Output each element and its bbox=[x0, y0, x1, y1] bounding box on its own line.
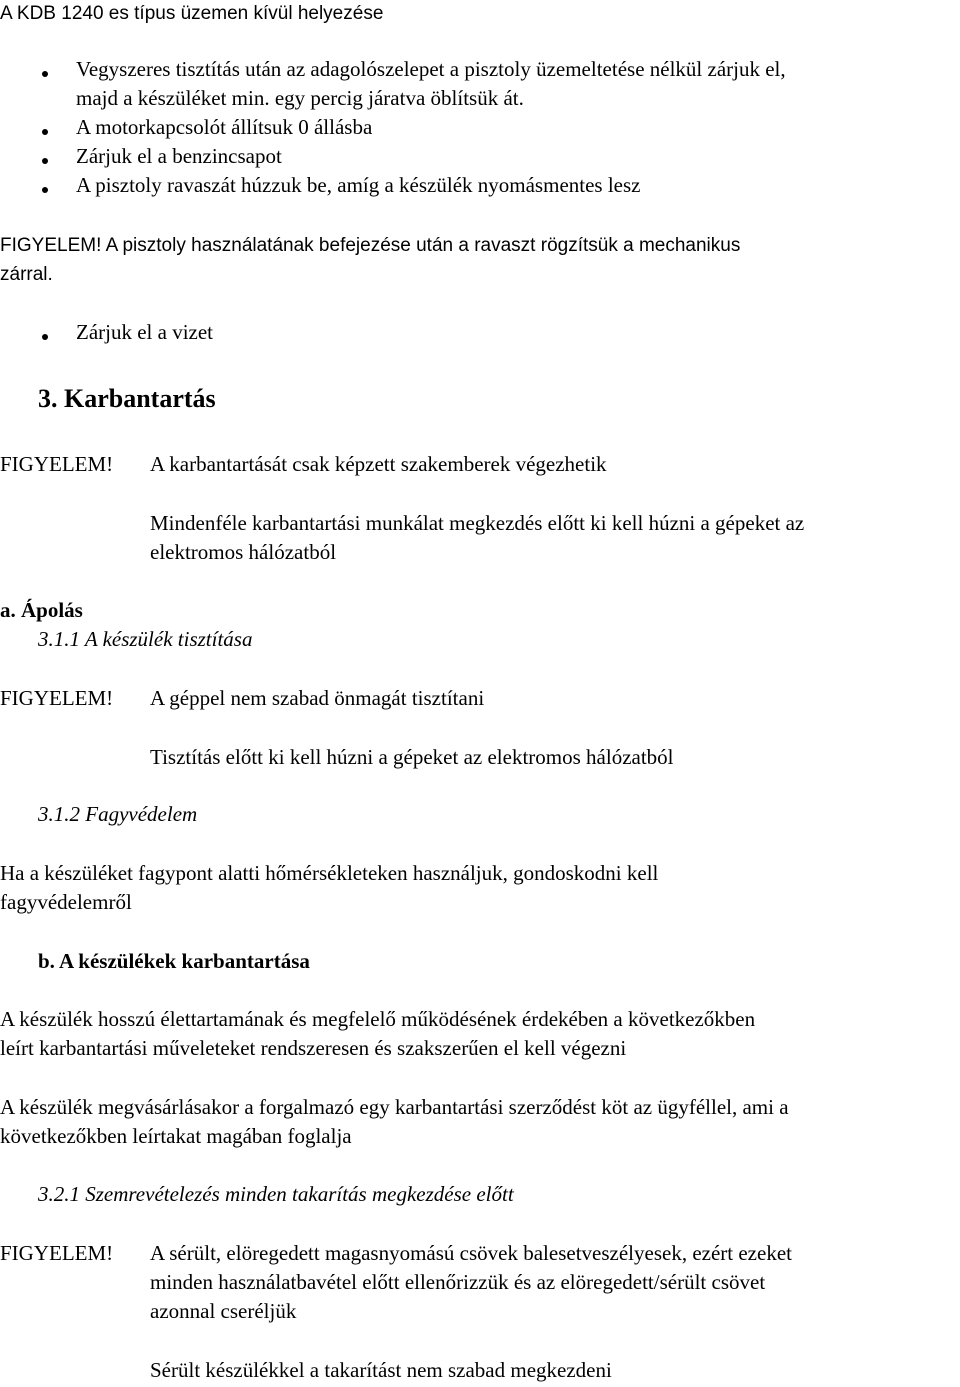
page-title: A KDB 1240 es típus üzemen kívül helyezése bbox=[0, 3, 384, 24]
warning-text: azonnal cseréljük bbox=[150, 1299, 297, 1323]
list-item-continuation: majd a készüléket min. egy percig járatva öblítsük át. bbox=[76, 86, 524, 110]
warning-label: FIGYELEM! bbox=[0, 686, 114, 710]
warning-text: A karbantartását csak képzett szakemberek végezhetik bbox=[150, 452, 607, 476]
list-item: A motorkapcsolót állítsuk 0 állásba bbox=[76, 115, 373, 139]
warning-text: FIGYELEM! A pisztoly használatának befejezése után a ravaszt rögzítsük a mechanikus bbox=[0, 235, 741, 256]
bullet-icon bbox=[42, 71, 48, 77]
section-heading: 3. Karbantartás bbox=[38, 384, 216, 413]
note-text: elektromos hálózatból bbox=[150, 540, 337, 564]
bullet-icon bbox=[42, 187, 48, 193]
bullet-icon bbox=[42, 158, 48, 164]
paragraph-text: Ha a készüléket fagypont alatti hőmérsékleteken használjuk, gondoskodni kell bbox=[0, 861, 659, 885]
warning-text: A sérült, elöregedett magasnyomású csövek balesetveszélyesek, ezért ezeket bbox=[150, 1241, 792, 1265]
subsection-heading: a. Ápolás bbox=[0, 598, 83, 622]
list-item: Zárjuk el a vizet bbox=[76, 320, 214, 344]
warning-text: minden használatbavétel előtt ellenőrizzük és az elöregedett/sérült csövet bbox=[150, 1270, 766, 1294]
paragraph-text: A készülék megvásárlásakor a forgalmazó egy karbantartási szerződést köt az ügyféllel, ami a bbox=[0, 1095, 789, 1119]
note-text: Tisztítás előtt ki kell húzni a gépeket az elektromos hálózatból bbox=[150, 745, 674, 769]
warning-text: A géppel nem szabad önmagát tisztítani bbox=[150, 686, 485, 710]
subsection-heading: 3.1.1 A készülék tisztítása bbox=[38, 627, 253, 651]
paragraph-text: következőkben leírtakat magában foglalja bbox=[0, 1124, 352, 1148]
warning-label: FIGYELEM! bbox=[0, 452, 114, 476]
subsection-heading: 3.2.1 Szemrevételezés minden takarítás megkezdése előtt bbox=[38, 1182, 514, 1206]
note-text: Mindenféle karbantartási munkálat megkezdés előtt ki kell húzni a gépeket az bbox=[150, 511, 805, 535]
list-item: A pisztoly ravaszát húzzuk be, amíg a készülék nyomásmentes lesz bbox=[76, 173, 641, 197]
list-item: Zárjuk el a benzincsapot bbox=[76, 144, 282, 168]
paragraph-text: leírt karbantartási műveleteket rendszeresen és szakszerűen el kell végezni bbox=[0, 1036, 627, 1060]
paragraph-text: fagyvédelemről bbox=[0, 890, 132, 914]
warning-text: zárral. bbox=[0, 264, 53, 285]
subsection-heading: 3.1.2 Fagyvédelem bbox=[38, 802, 198, 826]
warning-label: FIGYELEM! bbox=[0, 1241, 114, 1265]
subsection-heading: b. A készülékek karbantartása bbox=[38, 949, 310, 973]
list-item: Vegyszeres tisztítás után az adagolószelepet a pisztoly üzemeltetése nélkül zárjuk el, bbox=[76, 57, 786, 81]
bullet-icon bbox=[42, 334, 48, 340]
note-text: Sérült készülékkel a takarítást nem szabad megkezdeni bbox=[150, 1358, 612, 1382]
bullet-icon bbox=[42, 129, 48, 135]
paragraph-text: A készülék hosszú élettartamának és megfelelő működésének érdekében a következőkben bbox=[0, 1007, 756, 1031]
